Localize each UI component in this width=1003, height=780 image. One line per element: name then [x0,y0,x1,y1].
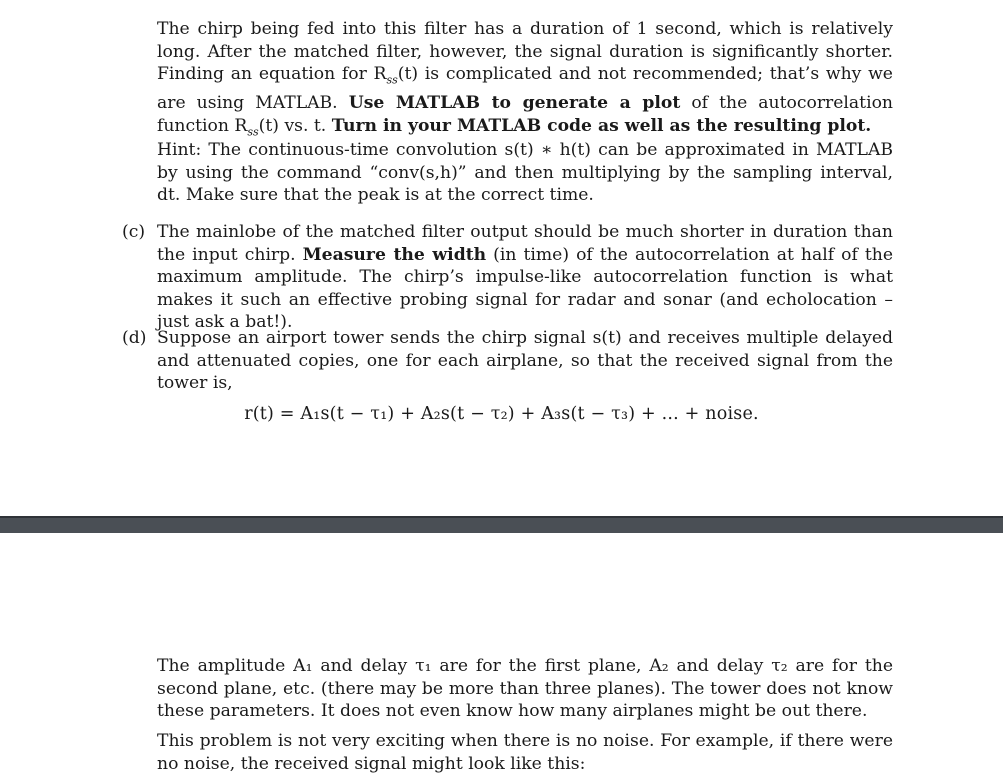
paragraph-chirp-duration [157,18,893,144]
item-label-c: (c) [122,222,146,242]
received-signal-equation: r(t) = A₁s(t − τ₁) + A₂s(t − τ₂) + A₃s(t − τ₃) + ... + noise. [244,404,759,424]
text-span: (t) vs. t. [258,115,327,136]
paragraph-item-c [157,221,893,334]
bold-instruction: Turn in your MATLAB code as well as the resulting plot. [331,115,872,136]
text-span: The mainlobe of the matched filter output should be much shorter in duration than the input chirp. [157,222,893,265]
subscript: ss [247,125,259,139]
text-span: (in time) of the autocorrelation at half of the maximum amplitude. The chirp’s impulse-like autocorrelation function is what makes it such an effective probing signal for radar and sonar (and echolocation – just ask a bat!). [157,244,893,333]
text-span: The chirp being fed into this filter has a duration of 1 second, which is relatively long. After the matched filter, however, the signal duration is significantly shorter. Finding an equation for R [157,19,893,85]
page-bottom [0,533,1003,780]
paragraph-hint [157,139,893,207]
text-span: of the autocorrelation function R [157,93,894,136]
text-span: Suppose an airport tower sends the chirp signal s(t) and receives multiple delayed and attenuated copies, one for each airplane, so that the received signal from the tower is, [157,328,893,394]
paragraph-no-noise: This problem is not very exciting when there is no noise. For example, if there were no noise, the received signal might look like this: [157,731,893,774]
text-span: Hint: The continuous-time convolution s(t) ∗ h(t) can be approximated in MATLAB by using the command “conv(s,h)” and then multiplying by the sampling interval, dt. Make sure that the peak is at the correct time. [157,140,893,206]
item-label-d: (d) [122,328,147,348]
bold-instruction: Measure the width [302,244,487,265]
page-separator [0,516,1003,533]
paragraph-item-d [157,327,893,395]
subscript: ss [386,73,398,87]
bold-instruction: Use MATLAB to generate a plot [348,93,681,114]
paragraph-amplitude-delay: The amplitude A₁ and delay τ₁ are for the first plane, A₂ and delay τ₂ are for the second plane, etc. (there may be more than three planes). The tower does not know these parameters. It does not even know how many airplanes might be out there. [157,656,893,722]
text-span: (t) is complicated and not recommended; that’s why we are using MATLAB. [157,64,893,114]
